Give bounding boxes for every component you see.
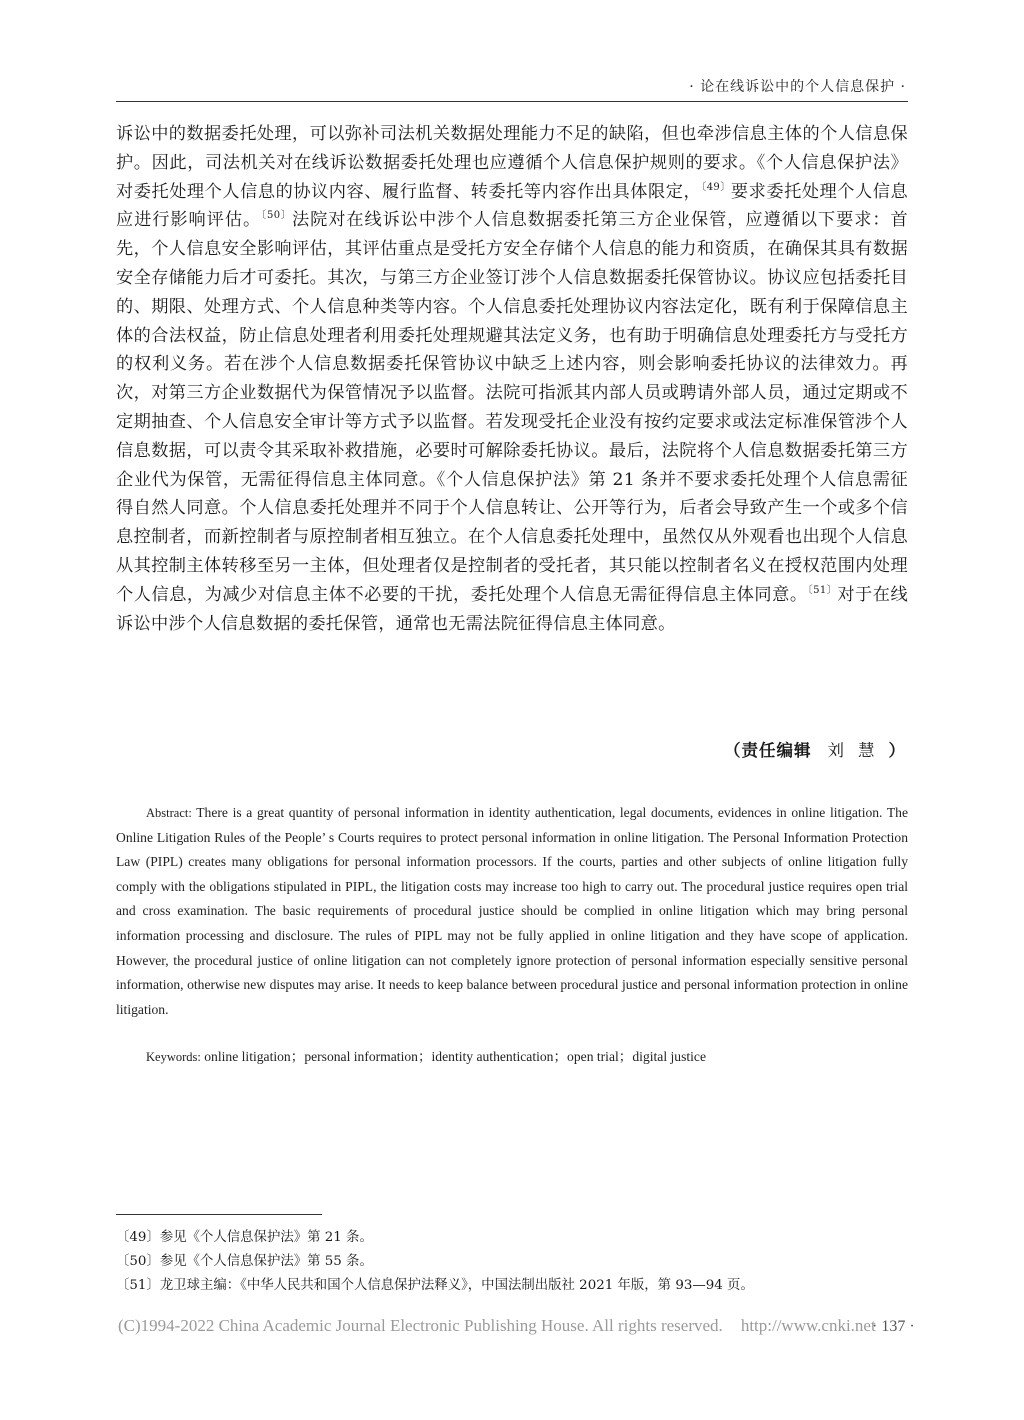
body-segment-1: 诉讼中的数据委托处理，可以弥补司法机关数据处理能力不足的缺陷，但也牵涉信息主体的个人信息保护。因此，司法机关对在线诉讼数据委托处理也应遵循个人信息保护规则的要求。《个人信息保护法》对委托处理个人信息的协议内容、履行监督、转委托等内容作出具体限定，	[116, 124, 908, 202]
editor-open-paren: （	[724, 741, 742, 760]
body-segment-2: 要求委托处理个人信息应进行影响评估。	[116, 181, 908, 231]
cnki-url[interactable]: http://www.cnki.net	[740, 1316, 876, 1335]
body-segment-4: 对于在线诉讼中涉个人信息数据的委托保管，通常也无需法院征得信息主体同意。	[116, 584, 909, 634]
footnote-ref-50[interactable]: 〔50〕	[261, 210, 292, 222]
editor-name: 刘慧	[827, 741, 889, 760]
page-number: · 137 ·	[872, 1318, 915, 1335]
footnote-ref-51[interactable]: 〔51〕	[807, 584, 838, 596]
footnote-51: 〔51〕龙卫球主编：《中华人民共和国个人信息保护法释义》，中国法制出版社 2021 年版，第 93—94 页。	[116, 1278, 754, 1293]
body-paragraph	[116, 120, 908, 638]
footnote-50: 〔50〕参见《个人信息保护法》第 55 条。	[116, 1254, 373, 1269]
responsible-editor	[724, 737, 906, 761]
abstract	[116, 801, 908, 1022]
editor-label: 责任编辑	[741, 741, 812, 760]
footnote-rule	[116, 1214, 322, 1215]
copyright-watermark	[118, 1316, 876, 1336]
footnote-49: 〔49〕参见《个人信息保护法》第 21 条。	[116, 1230, 373, 1245]
body-segment-3: 法院对在线诉讼中涉个人信息数据委托第三方企业保管，应遵循以下要求：首先，个人信息安全影响评估，其评估重点是受托方安全存储个人信息的能力和资质，在确保其具有数据安全存储能力后才可委托。其次，与第三方企业签订涉个人信息数据委托保管协议。协议应包括委托目的、期限、处理方式、个人信息种类等内容。个人信息委托处理协议内容法定化，既有利于保障信息主体的合法权益，防止信息处理者利用委托处理规避其法定义务，也有助于明确信息处理委托方与受托方的权利义务。若在涉个人信息数据委托保管协议中缺乏上述内容，则会影响委托协议的法律效力。再次，对第三方企业数据代为保管情况予以监督。法院可指派其内部人员或聘请外部人员，通过定期或不定期抽查、个人信息安全审计等方式予以监督。若发现受托企业没有按约定要求或法定标准保管涉个人信息数据，可以责令其采取补救措施，必要时可解除委托协议。最后，法院将个人信息数据委托第三方企业代为保管，无需征得信息主体同意。《个人信息保护法》第 21 条并不要求委托处理个人信息需征得自然人同意。个人信息委托处理并不同于个人信息转让、公开等行为，后者会导致产生一个或多个信息控制者，而新控制者与原控制者相互独立。在个人信息委托处理中，虽然仅从外观看也出现个人信息从其控制主体转移至另一主体，但处理者仅是控制者的受托者，其只能以控制者名义在授权范围内处理个人信息，为减少对信息主体不必要的干扰，委托处理个人信息无需征得信息主体同意。	[116, 210, 908, 605]
editor-close-paren: ）	[888, 741, 906, 760]
header-rule	[116, 101, 908, 102]
copyright-text: (C)1994-2022 China Academic Journal Electronic Publishing House. All rights reserved.	[118, 1316, 723, 1335]
abstract-text: There is a great quantity of personal information in identity authentication, legal documents, evidences in online litigation. The Online Litigation Rules of the People’ s Courts requires to protect personal information in online litigation. The Personal Information Protection Law (PIPL) creates many obligations for personal information processors. If the courts, parties and other subjects of online litigation fully comply with the obligations stipulated in PIPL, the litigation costs may increase too high to carry out. The procedural justice requires open trial and cross examination. The basic requirements of procedural justice should be complied in online litigation which may bring personal information processing and disclosure. The rules of PIPL may not be fully applied in online litigation and they have scope of application. However, the procedural justice of online litigation can not completely ignore protection of personal information especially sensitive personal information, otherwise new disputes may arise. It needs to keep balance between procedural justice and personal information protection in online litigation.	[116, 805, 908, 1017]
keywords-label: Keywords:	[146, 1050, 201, 1064]
keywords-text: online litigation；personal information；identity authentication；open trial；digital justice	[200, 1049, 706, 1064]
abstract-label: Abstract:	[146, 806, 192, 820]
running-title: · 论在线诉讼中的个人信息保护 ·	[689, 79, 906, 95]
footnote-ref-49[interactable]: 〔49〕	[701, 181, 731, 193]
footnote-list	[116, 1226, 908, 1298]
keywords	[146, 1045, 906, 1069]
